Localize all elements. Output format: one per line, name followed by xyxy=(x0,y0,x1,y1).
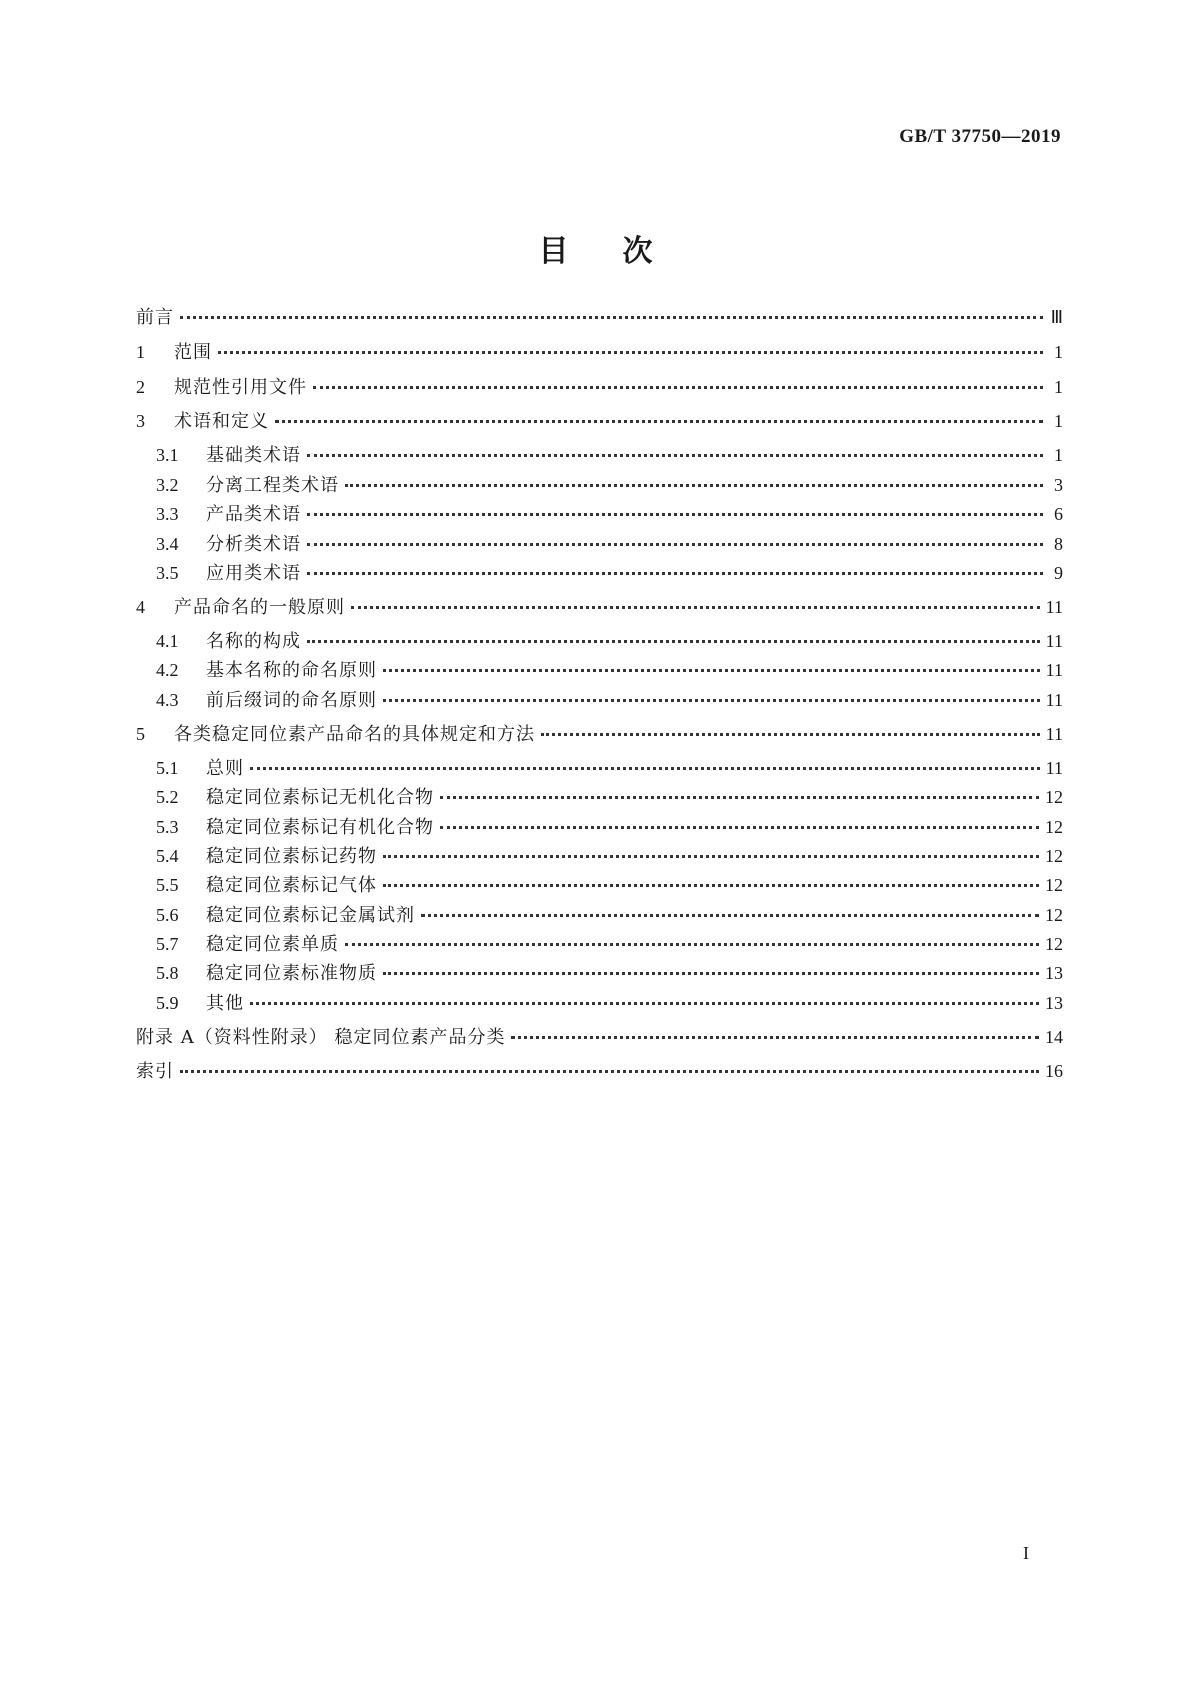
toc-entry-title: 基础类术语 xyxy=(206,445,301,466)
toc-dot-leader xyxy=(180,310,1043,319)
toc-dot-leader xyxy=(383,849,1039,858)
toc-entry xyxy=(156,874,1063,897)
toc-entry-number: 3.1 xyxy=(156,445,179,465)
toc-entry xyxy=(156,444,1063,467)
toc-dot-leader xyxy=(307,448,1043,457)
toc-entry-number: 5 xyxy=(136,724,145,744)
toc-entry xyxy=(136,1060,1063,1083)
toc-entry xyxy=(136,596,1063,619)
toc-entry-number: 2 xyxy=(136,377,145,397)
toc-entry xyxy=(156,845,1063,868)
toc-entry-number: 3.3 xyxy=(156,504,179,524)
toc-entry-title: 稳定同位素标记金属试剂 xyxy=(206,905,415,926)
toc-dot-leader xyxy=(511,1030,1039,1039)
toc-entry-title: 分离工程类术语 xyxy=(206,475,339,496)
toc-entry-number: 5.4 xyxy=(156,846,179,866)
toc-dot-leader xyxy=(440,820,1039,829)
toc-entry xyxy=(156,904,1063,927)
toc-entry-page: 9 xyxy=(1054,563,1063,583)
toc-entry-title: 前言 xyxy=(136,307,174,328)
toc-dot-leader xyxy=(345,937,1039,946)
toc-entry-number: 1 xyxy=(136,342,145,362)
toc-entry-title: 附录 A（资料性附录） 稳定同位素产品分类 xyxy=(136,1027,506,1048)
toc-entry-number: 3.5 xyxy=(156,563,179,583)
toc-dot-leader xyxy=(383,878,1039,887)
toc-dot-leader xyxy=(383,966,1039,975)
toc-entry xyxy=(156,816,1063,839)
toc-entry-number: 5.8 xyxy=(156,963,179,983)
toc-entry-number: 5.3 xyxy=(156,817,179,837)
toc-entry-title: 稳定同位素标记无机化合物 xyxy=(206,787,434,808)
toc-entry xyxy=(136,723,1063,746)
toc-entry-title: 分析类术语 xyxy=(206,534,301,555)
page-number: I xyxy=(1023,1543,1029,1563)
toc-entry-title: 术语和定义 xyxy=(174,411,269,432)
toc-entry-number: 4.1 xyxy=(156,631,179,651)
toc-entry xyxy=(156,933,1063,956)
toc-entry-title: 稳定同位素标记有机化合物 xyxy=(206,817,434,838)
toc-entry-title: 应用类术语 xyxy=(206,563,301,584)
toc-dot-leader xyxy=(275,414,1043,423)
toc-entry xyxy=(136,1026,1063,1049)
toc-entry xyxy=(156,659,1063,682)
toc-entry-number: 4.3 xyxy=(156,690,179,710)
toc-entry-title: 基本名称的命名原则 xyxy=(206,660,377,681)
toc-entry-page: 11 xyxy=(1045,631,1063,651)
toc-entry xyxy=(156,757,1063,780)
toc-entry-number: 3.4 xyxy=(156,534,179,554)
toc-entry-title: 稳定同位素单质 xyxy=(206,934,339,955)
toc-entry xyxy=(156,992,1063,1015)
toc-entry-page: 1 xyxy=(1054,445,1063,465)
toc-entry-page: 12 xyxy=(1045,787,1063,807)
toc-entry-number: 3.2 xyxy=(156,475,179,495)
toc-dot-leader xyxy=(307,507,1043,516)
toc-entry-page: 11 xyxy=(1045,660,1063,680)
toc-entry-page: 1 xyxy=(1054,411,1063,431)
toc-dot-leader xyxy=(345,478,1043,487)
toc-entry-number: 5.7 xyxy=(156,934,179,954)
toc-dot-leader xyxy=(307,537,1043,546)
toc-entry-page: 8 xyxy=(1054,534,1063,554)
toc-dot-leader xyxy=(180,1064,1039,1073)
toc-entry xyxy=(156,503,1063,526)
toc-entry-page: 3 xyxy=(1054,475,1063,495)
toc-dot-leader xyxy=(383,693,1040,702)
toc-entry xyxy=(136,306,1063,329)
toc-entry xyxy=(136,376,1063,399)
toc-entry-number: 4 xyxy=(136,597,145,617)
toc-entry-title: 产品命名的一般原则 xyxy=(174,597,345,618)
toc-entry xyxy=(156,630,1063,653)
toc-entry xyxy=(136,341,1063,364)
toc-entry-title: 前后缀词的命名原则 xyxy=(206,690,377,711)
toc-entry xyxy=(156,562,1063,585)
toc-entry-page: 13 xyxy=(1045,993,1063,1013)
toc-entry-title: 产品类术语 xyxy=(206,504,301,525)
toc-dot-leader xyxy=(351,600,1040,609)
toc-dot-leader xyxy=(250,996,1039,1005)
toc-dot-leader xyxy=(218,345,1043,354)
toc-entry-title: 范围 xyxy=(174,342,212,363)
toc-entry-page: 6 xyxy=(1054,504,1063,524)
toc-dot-leader xyxy=(250,761,1040,770)
toc-entry-page: 12 xyxy=(1045,817,1063,837)
toc-dot-leader xyxy=(383,663,1040,672)
toc-entry-number: 5.9 xyxy=(156,993,179,1013)
toc-entry-title: 稳定同位素标记药物 xyxy=(206,846,377,867)
toc-dot-leader xyxy=(313,380,1043,389)
toc-entry-title: 稳定同位素标记气体 xyxy=(206,875,377,896)
toc-entry xyxy=(156,962,1063,985)
toc-entry-page: 16 xyxy=(1045,1061,1063,1081)
toc-dot-leader xyxy=(541,727,1040,736)
toc-entry-page: 13 xyxy=(1045,963,1063,983)
toc-entry xyxy=(136,410,1063,433)
toc-entry-page: 12 xyxy=(1045,875,1063,895)
toc-entry-page: 12 xyxy=(1045,846,1063,866)
toc-dot-leader xyxy=(440,790,1039,799)
standard-code: GB/T 37750—2019 xyxy=(899,126,1061,147)
toc-entry-title: 其他 xyxy=(206,993,244,1014)
toc-entry-title: 稳定同位素标准物质 xyxy=(206,963,377,984)
toc-entry-title: 各类稳定同位素产品命名的具体规定和方法 xyxy=(174,724,535,745)
toc-entry-page: 11 xyxy=(1045,597,1063,617)
toc-entry-number: 5.2 xyxy=(156,787,179,807)
toc-entry xyxy=(156,533,1063,556)
toc-entry-page: 1 xyxy=(1054,342,1063,362)
toc-dot-leader xyxy=(307,566,1043,575)
toc-entry-page: 12 xyxy=(1045,934,1063,954)
toc-entry xyxy=(156,474,1063,497)
toc-entry-title: 规范性引用文件 xyxy=(174,377,307,398)
toc-entry-page: 11 xyxy=(1045,724,1063,744)
toc-entry-number: 4.2 xyxy=(156,660,179,680)
toc-dot-leader xyxy=(307,634,1040,643)
toc-entry-page: 1 xyxy=(1054,377,1063,397)
toc-entry xyxy=(156,786,1063,809)
toc-entry-title: 索引 xyxy=(136,1061,174,1082)
toc-entry-page: 12 xyxy=(1045,905,1063,925)
toc-entry-title: 名称的构成 xyxy=(206,631,301,652)
toc-entry-page: 14 xyxy=(1045,1027,1063,1047)
toc-entry-title: 总则 xyxy=(206,758,244,779)
toc-entry-number: 5.6 xyxy=(156,905,179,925)
toc-entry-number: 5.1 xyxy=(156,758,179,778)
toc-dot-leader xyxy=(421,908,1039,917)
toc-entry-page: 11 xyxy=(1045,758,1063,778)
toc-entry-page: 11 xyxy=(1045,690,1063,710)
toc-entry-number: 3 xyxy=(136,411,145,431)
toc-entry xyxy=(156,689,1063,712)
toc-entry-page: Ⅲ xyxy=(1050,307,1063,327)
toc-entry-number: 5.5 xyxy=(156,875,179,895)
page-title: 目次 xyxy=(538,234,707,269)
